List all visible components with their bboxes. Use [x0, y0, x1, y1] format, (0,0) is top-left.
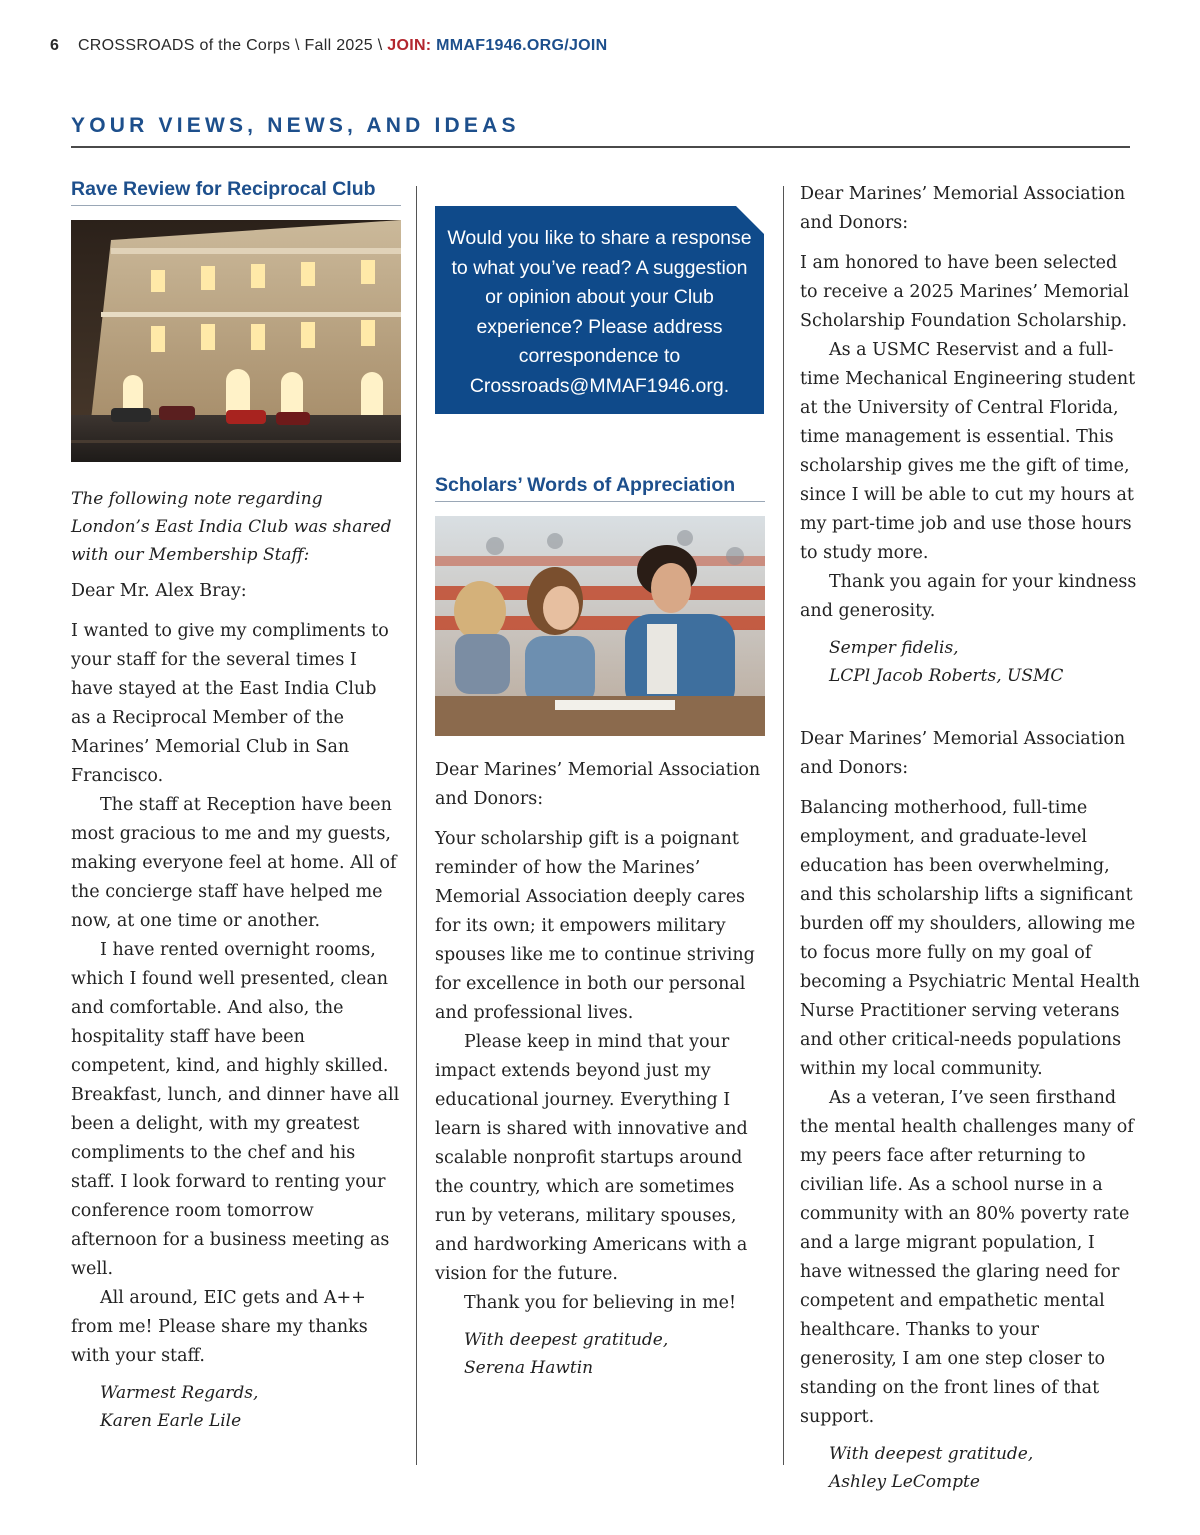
letter-salutation: Dear Marines’ Memorial Association and Donors:: [800, 184, 1126, 233]
letter-paragraph: All around, EIC gets and A++ from me! Please share my thanks with your staff.: [71, 1288, 368, 1366]
letter-closing: Warmest Regards,: [100, 1383, 259, 1403]
column-reciprocal-club: [71, 178, 401, 1435]
letter-closing: With deepest gratitude,: [464, 1330, 669, 1350]
letter-salutation: Dear Marines’ Memorial Association and Donors:: [800, 729, 1126, 778]
callout-corner-fold: [736, 206, 764, 234]
letter-paragraph: I am honored to have been selected to receive a 2025 Marines’ Memorial Scholarship Foundation Scholarship.: [800, 253, 1129, 331]
east-india-club-photo: [71, 220, 401, 462]
letter-closing: With deepest gratitude,: [829, 1444, 1034, 1464]
letter-signature: Serena Hawtin: [464, 1358, 594, 1378]
letter-signature: LCPl Jacob Roberts, USMC: [829, 666, 1064, 686]
letter-salutation: Dear Marines’ Memorial Association and Donors:: [435, 760, 761, 809]
column-scholar-letters: [800, 180, 1140, 1496]
letter-paragraph: Your scholarship gift is a poignant reminder of how the Marines’ Memorial Association deeply cares for its own; it empowers military spouses like me to continue striving for excellence in both our personal and professional lives.: [435, 829, 755, 1023]
letter-paragraph: Thank you again for your kindness and generosity.: [800, 572, 1137, 621]
letter-signature: Ashley LeCompte: [829, 1472, 980, 1492]
letter-signoff: [800, 1440, 1140, 1496]
column-divider: [416, 186, 417, 1465]
join-link[interactable]: MMAF1946.ORG/JOIN: [436, 37, 608, 54]
column-divider: [783, 186, 784, 1465]
letter-paragraph: The staff at Reception have been most gracious to me and my guests, making everyone feel at home. All of the concierge staff have helped me now, at one time or another.: [71, 795, 397, 931]
letter-paragraph: Thank you for believing in me!: [464, 1293, 737, 1313]
join-label: JOIN:: [387, 37, 432, 54]
letter-salutation: Dear Mr. Alex Bray:: [71, 581, 247, 601]
section-title: YOUR VIEWS, NEWS, AND IDEAS: [71, 114, 520, 137]
running-head: [50, 37, 608, 55]
column-scholars: [435, 206, 765, 1382]
letter-paragraph: I have rented overnight rooms, which I found well presented, clean and comfortable. And also, the hospitality staff have been competent, kind, and highly skilled. Breakfast, lunch, and dinner have all been a delight, with my greatest compliments to the chef and his staff. I look forward to renting your conference room tomorrow afternoon for a business meeting as well.: [71, 940, 400, 1279]
letter-closing: Semper fidelis,: [829, 638, 959, 658]
article-heading: Scholars’ Words of Appreciation: [435, 474, 765, 502]
page-number: 6: [50, 37, 60, 54]
letter-paragraph: Please keep in mind that your impact extends beyond just my educational journey. Everything I learn is shared with innovative and scalable nonprofit startups around the country, which are sometimes run by veterans, military spouses, and hardworking Americans with a vision for the future.: [435, 1032, 748, 1284]
letter-paragraph: As a veteran, I’ve seen firsthand the mental health challenges many of my peers face after returning to civilian life. As a school nurse in a community with an 80% poverty rate and a large migrant population, I have witnessed the glaring need for competent and empathetic mental healthcare. Thanks to your generosity, I am one step closer to standing on the front lines of that support.: [800, 1088, 1134, 1427]
letter-signoff: [435, 1326, 765, 1382]
article-intro: The following note regarding London’s East India Club was shared with our Membership Staff:: [71, 489, 392, 565]
letter-signoff: [800, 634, 1140, 690]
section-divider: [71, 146, 1130, 148]
letter-signoff: [71, 1379, 401, 1435]
letter-paragraph: Balancing motherhood, full-time employment, and graduate-level education has been overwhelming, and this scholarship lifts a significant burden off my shoulders, allowing me to focus more fully on my goal of becoming a Psychiatric Mental Health Nurse Practitioner serving veterans and other critical-needs populations within my local community.: [800, 798, 1140, 1079]
callout-text: Would you like to share a response to what you’ve read? A suggestion or opinion about your Club experience? Please address correspondence to Crossroads@MMAF1946.org.: [447, 227, 752, 397]
letter-paragraph: As a USMC Reservist and a full-time Mechanical Engineering student at the University of Central Florida, time management is essential. This scholarship gives me the gift of time, since I will be able to cut my hours at my part-time job and use those hours to study more.: [800, 340, 1136, 563]
scholar-letter-lecompte: [800, 725, 1140, 1496]
letter-signature: Karen Earle Lile: [100, 1411, 242, 1431]
submission-callout: [435, 206, 764, 414]
letter-paragraph: I wanted to give my compliments to your staff for the several times I have stayed at the East India Club as a Reciprocal Member of the Marines’ Memorial Club in San Francisco.: [71, 621, 389, 786]
publication-title: CROSSROADS of the Corps \ Fall 2025 \: [77, 37, 383, 54]
scholars-classroom-photo: [435, 516, 765, 736]
article-heading: Rave Review for Reciprocal Club: [71, 178, 401, 206]
scholar-letter-roberts: [800, 180, 1140, 690]
